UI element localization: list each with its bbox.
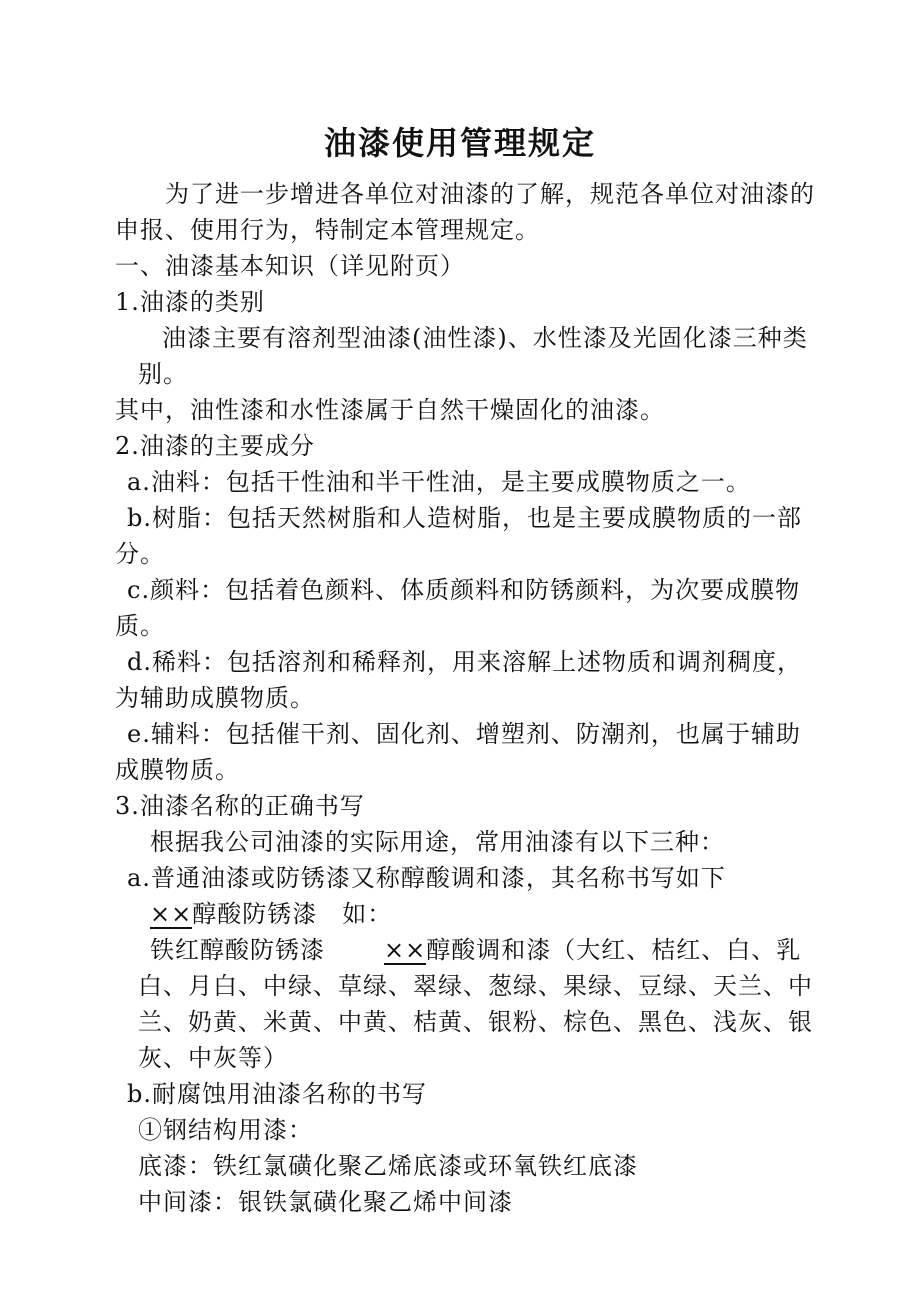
paint-type-a: a.普通油漆或防锈漆又称醇酸调和漆，其名称书写如下 [127,864,726,892]
example-rest: 醇酸防锈漆 如： [192,900,393,928]
page-title: 油漆使用管理规定 [323,124,596,162]
ingredient-c-line-2: 质。 [115,612,165,640]
section-1-heading: 一、油漆基本知识（详见附页） [115,252,465,280]
intro-line-2: 申报、使用行为，特制定本管理规定。 [115,216,540,244]
ingredient-d-line-1: d.稀料：包括溶剂和稀释剂，用来溶解上述物质和调剂稠度， [127,648,802,676]
color-list-line-1: 白、月白、中绿、草绿、翠绿、葱绿、果绿、豆绿、天兰、中 [138,972,813,1000]
placeholder-underlined: ×× [384,936,427,964]
steel-structure-heading: ①钢结构用漆： [138,1116,313,1144]
paint-type-a-example [150,898,392,930]
subsection-2-heading: 2.油漆的主要成分 [115,432,315,460]
ingredient-a: a.油料：包括干性油和半干性油，是主要成膜物质之一。 [127,468,751,496]
subsection-1-text-2: 别。 [138,360,188,388]
color-list-line-3: 灰、中灰等） [138,1044,288,1072]
item-2-rest: 醇酸调和漆（大红、桔红、白、乳 [426,936,802,964]
ingredient-e-line-1: e.辅料：包括催干剂、固化剂、增塑剂、防潮剂，也属于辅助 [127,720,801,748]
color-list-line-2: 兰、奶黄、米黄、中黄、桔黄、银粉、棕色、黑色、浅灰、银 [138,1008,813,1036]
paint-type-a-item-2 [384,934,801,966]
paint-type-b: b.耐腐蚀用油漆名称的书写 [127,1080,427,1108]
ingredient-e-line-2: 成膜物质。 [115,756,240,784]
intro-line-1: 为了进一步增进各单位对油漆的了解，规范各单位对油漆的 [165,180,815,208]
subsection-1-text-1: 油漆主要有溶剂型油漆(油性漆)、水性漆及光固化漆三种类 [162,324,808,352]
intermediate-coat-line: 中间漆：银铁氯磺化聚乙烯中间漆 [138,1188,513,1216]
ingredient-b-line-2: 分。 [115,540,165,568]
subsection-1-heading: 1.油漆的类别 [115,288,265,316]
placeholder-underlined: ×× [150,900,193,928]
ingredient-c-line-1: c.颜料：包括着色颜料、体质颜料和防锈颜料，为次要成膜物 [127,576,801,604]
subsection-3-intro: 根据我公司油漆的实际用途，常用油漆有以下三种： [150,828,725,856]
paint-type-a-item-1: 铁红醇酸防锈漆 [150,936,325,964]
subsection-3-heading: 3.油漆名称的正确书写 [115,792,365,820]
ingredient-d-line-2: 为辅助成膜物质。 [115,684,315,712]
ingredient-b-line-1: b.树脂：包括天然树脂和人造树脂，也是主要成膜物质的一部 [127,504,802,532]
subsection-1-text-3: 其中，油性漆和水性漆属于自然干燥固化的油漆。 [115,396,665,424]
primer-line: 底漆：铁红氯磺化聚乙烯底漆或环氧铁红底漆 [138,1152,638,1180]
